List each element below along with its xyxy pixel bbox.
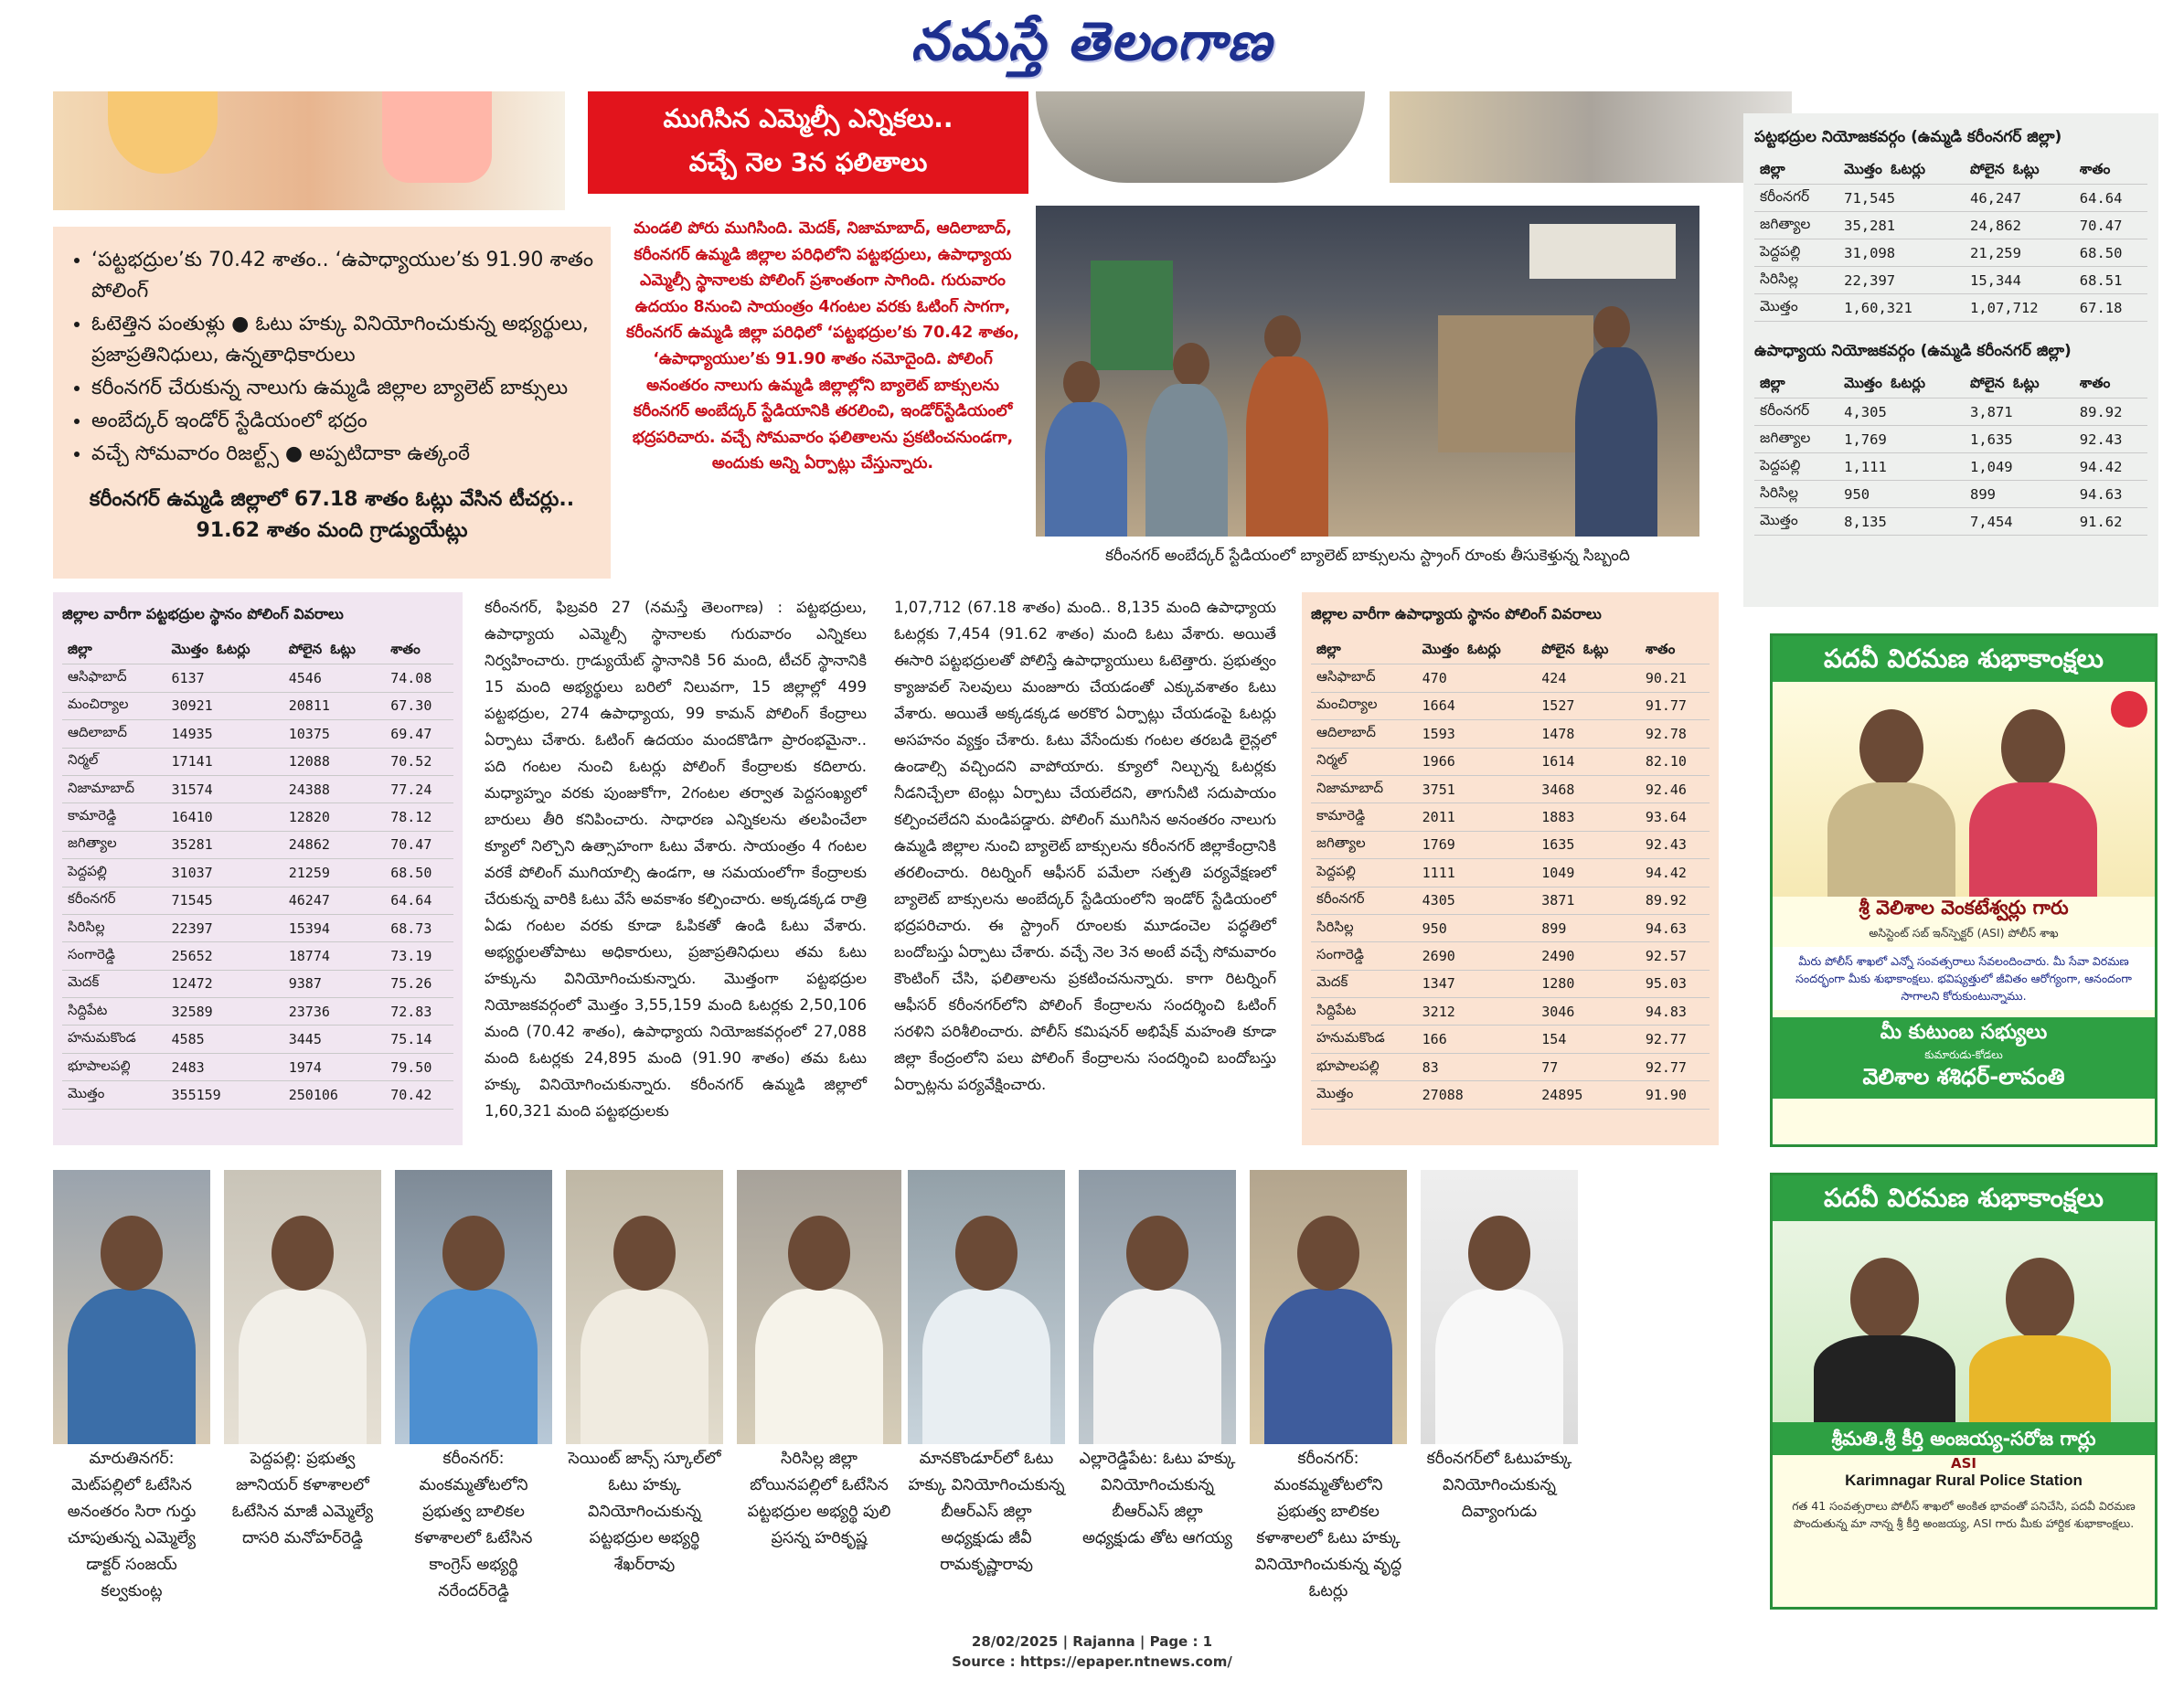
table-cell: 30921 bbox=[166, 692, 283, 719]
table-cell: 68.51 bbox=[2074, 267, 2147, 294]
table-cell: 25652 bbox=[166, 942, 283, 970]
table-cell: 70.52 bbox=[385, 748, 453, 775]
strip-photo bbox=[908, 1170, 1065, 1444]
table-header-cell: జిల్లా bbox=[1754, 371, 1838, 399]
table-row bbox=[1311, 998, 1710, 1026]
strip-photo bbox=[566, 1170, 723, 1444]
table-cell: 4585 bbox=[166, 1026, 283, 1053]
strip-caption: కరీంనగర్‌లో ఓటుహక్కు వినియోగించుకున్న దివ్యాంగుడు bbox=[1426, 1450, 1572, 1521]
table-row bbox=[1311, 803, 1710, 831]
table-cell: సిరిసిల్ల bbox=[1754, 481, 1838, 508]
table-cell: 18774 bbox=[283, 942, 385, 970]
table-row bbox=[62, 1081, 453, 1109]
table-cell: 166 bbox=[1417, 1026, 1537, 1053]
table-cell: 31574 bbox=[166, 775, 283, 802]
table-cell: 24,862 bbox=[1965, 212, 2074, 239]
table-cell: 31037 bbox=[166, 859, 283, 887]
table-cell: 3871 bbox=[1536, 887, 1640, 914]
table-cell: 4546 bbox=[283, 664, 385, 692]
table-cell: 91.90 bbox=[1640, 1081, 1710, 1109]
table-cell: 46247 bbox=[283, 887, 385, 914]
strip-photo bbox=[737, 1170, 901, 1444]
table-cell: 1280 bbox=[1536, 970, 1640, 997]
table-cell: జగిత్యాల bbox=[1311, 831, 1417, 858]
table-cell: 12088 bbox=[283, 748, 385, 775]
table-cell: 1593 bbox=[1417, 720, 1537, 748]
table-cell: మొత్తం bbox=[1754, 294, 1838, 322]
table-cell: 899 bbox=[1536, 914, 1640, 941]
table-cell: 24388 bbox=[283, 775, 385, 802]
table-row bbox=[1311, 775, 1710, 802]
table-row bbox=[1754, 508, 2147, 536]
table-cell: 89.92 bbox=[2074, 399, 2147, 426]
table-cell: 92.78 bbox=[1640, 720, 1710, 748]
table-cell: 424 bbox=[1536, 664, 1640, 692]
table-cell: 92.43 bbox=[1640, 831, 1710, 858]
table-cell: 24862 bbox=[283, 831, 385, 858]
teachers-table-title: ఉపాధ్యాయ నియోజకవర్గం (ఉమ్మడి కరీంనగర్ జిల్లా) bbox=[1754, 342, 2072, 360]
table-row bbox=[62, 970, 453, 997]
table-cell: 1111 bbox=[1417, 859, 1537, 887]
table-cell: 31,098 bbox=[1838, 239, 1965, 267]
strip-photo bbox=[1079, 1170, 1236, 1444]
table-row bbox=[1311, 970, 1710, 997]
graduates-summary-table bbox=[1754, 157, 2147, 322]
ad2-station: Karimnagar Rural Police Station bbox=[1845, 1472, 2083, 1489]
table-cell: 77 bbox=[1536, 1053, 1640, 1080]
table-cell: 7,454 bbox=[1965, 508, 2074, 536]
table-row bbox=[1754, 239, 2147, 267]
table-header-cell: జిల్లా bbox=[62, 637, 166, 664]
table-cell: 67.18 bbox=[2074, 294, 2147, 322]
table-cell: 20811 bbox=[283, 692, 385, 719]
table-cell: పెద్దపల్లి bbox=[62, 859, 166, 887]
table-cell: 69.47 bbox=[385, 720, 453, 748]
table-row bbox=[62, 803, 453, 831]
table-header-cell: మొత్తం ఓటర్లు bbox=[1838, 157, 1965, 185]
table-header-cell: మొత్తం ఓటర్లు bbox=[1838, 371, 1965, 399]
table-row bbox=[62, 914, 453, 941]
article-column-1: కరీంనగర్, ఫిబ్రవరి 27 (నమస్తే తెలంగాణ) : పట్టభద్రులు, ఉపాధ్యాయ ఎమ్మెల్సీ స్థానాలకు గురువారం ఎన్నికలు నిర్వహించారు. గ్రాడ్యుయేట్ స్థానానికి 56 మంది, టీచర్ స్థానానికి 15 మంది అభ్యర్థులు బరిలో నిలువగా, 15 జిల్లాల్లో 499 పట్టభద్రుల, 274 ఉపాధ్యాయ, 99 కామన్ పోలింగ్ కేంద్రాలు ఏర్పాటు చేశారు. ఓటింగ్ ఉదయం మందకొడిగా ప్రారంభమైనా.. పది గంటల నుంచి ఓటర్లు పోలింగ్ కేంద్రాలకు కదిలారు. మధ్యాహ్నం వరకు పుంజుకోగా, 2గంటల తర్వాత పెద్దసంఖ్యలో బారులు తీరి కనిపించారు. సాధారణ ఎన్నికలను తలపించేలా క్యూలో నిల్చొని ఉత్సాహంగా ఓటు వేశారు. సాయంత్రం 4 గంటల వరకే పోలింగ్ ముగియాల్సి ఉండగా, ఆ సమయంలోగా కేంద్రాలకు చేరుకున్న వారికి ఓటు వేసే అవకాశం కల్పించారు. అక్కడక్కడ రాత్రి ఏడు గంటల వరకు కూడా ఓపికతో ఉండి ఓటు వేశారు. అభ్యర్థులతోపాటు అధికారులు, ప్రజాప్రతినిధులు తమ ఓటు హక్కును వినియోగించుకున్నారు. మొత్తంగా పట్టభద్రుల నియోజకవర్గంలో మొత్తం 3,55,159 మంది ఓటర్లకు 2,50,106 మంది (70.42 శాతం), ఉపాధ్యాయ నియోజకవర్గంలో 27,088 మంది ఓటర్లకు 24,895 మంది (91.90 శాతం) తమ ఓటు హక్కు వినియోగించుకున్నారు. కరీంనగర్ ఉమ్మడి జిల్లాలో 1,60,321 మంది పట్టభద్రులకు bbox=[485, 599, 867, 1120]
table-cell: 92.46 bbox=[1640, 775, 1710, 802]
table-cell: 67.30 bbox=[385, 692, 453, 719]
top-photo-left bbox=[53, 91, 565, 210]
table-cell: 68.50 bbox=[2074, 239, 2147, 267]
table-cell: 1635 bbox=[1536, 831, 1640, 858]
table-cell: 72.83 bbox=[385, 998, 453, 1026]
table-cell: 2490 bbox=[1536, 942, 1640, 970]
table-cell: 71,545 bbox=[1838, 185, 1965, 212]
table-cell: 94.83 bbox=[1640, 998, 1710, 1026]
table-cell: సంగారెడ్డి bbox=[62, 942, 166, 970]
strip-caption: ఎల్లారెడ్డిపేట: ఓటు హక్కు వినియోగించుకున్న బీఆర్‌ఎస్ జిల్లా అధ్యక్షుడు తోట ఆగయ్య bbox=[1079, 1450, 1236, 1547]
table-cell: భూపాలపల్లి bbox=[62, 1053, 166, 1080]
highlight-item: • వచ్చే సోమవారం రిజల్ట్స్ ● అప్పటిదాకా ఉత్కంఠే bbox=[91, 439, 594, 470]
table-cell: 355159 bbox=[166, 1081, 283, 1109]
retirement-ad-2 bbox=[1770, 1173, 2157, 1610]
table-cell: 1,111 bbox=[1838, 453, 1965, 481]
table-cell: 12820 bbox=[283, 803, 385, 831]
table-cell: 1664 bbox=[1417, 692, 1537, 719]
table-row bbox=[62, 1053, 453, 1080]
table-cell: 1974 bbox=[283, 1053, 385, 1080]
table-row bbox=[1754, 185, 2147, 212]
table-row bbox=[1754, 426, 2147, 453]
table-row bbox=[1311, 720, 1710, 748]
table-cell: 1,60,321 bbox=[1838, 294, 1965, 322]
table-cell: 1883 bbox=[1536, 803, 1640, 831]
table-cell: 2483 bbox=[166, 1053, 283, 1080]
table-cell: 2011 bbox=[1417, 803, 1537, 831]
table-header-cell: పోలైన ఓట్లు bbox=[1965, 371, 2074, 399]
strip-caption: కరీంనగర్: మంకమ్మతోటలోని ప్రభుత్వ బాలికల కళాశాలలో ఓటు హక్కు వినియోగించుకున్న వృద్ధ ఓటర్లు bbox=[1254, 1450, 1402, 1600]
table-row bbox=[62, 720, 453, 748]
table-cell: జగిత్యాల bbox=[62, 831, 166, 858]
ballot-boxes-photo bbox=[1036, 206, 1699, 537]
table-cell: 70.42 bbox=[385, 1081, 453, 1109]
table-cell: 64.64 bbox=[385, 887, 453, 914]
table-cell: నిజామాబాద్ bbox=[62, 775, 166, 802]
table-cell: 17141 bbox=[166, 748, 283, 775]
headline-line-1: ముగిసిన ఎమ్మెల్సీ ఎన్నికలు.. bbox=[663, 103, 954, 133]
table-cell: జగిత్యాల bbox=[1754, 426, 1838, 453]
table-cell: 21,259 bbox=[1965, 239, 2074, 267]
top-photo-center bbox=[1036, 91, 1365, 183]
table-cell: 46,247 bbox=[1965, 185, 2074, 212]
table-row bbox=[1754, 294, 2147, 322]
highlight-item: • ఓటెత్తిన పంతుళ్లు ● ఓటు హక్కు వినియోగించుకున్న అభ్యర్థులు, ప్రజాప్రతినిధులు, ఉన్నతాధికారులు bbox=[91, 309, 594, 371]
table-cell: 15,344 bbox=[1965, 267, 2074, 294]
table-cell: కరీంనగర్ bbox=[1754, 185, 1838, 212]
table-cell: 6137 bbox=[166, 664, 283, 692]
table-cell: 1,07,712 bbox=[1965, 294, 2074, 322]
table-cell: 12472 bbox=[166, 970, 283, 997]
table-cell: ఆసిఫాబాద్ bbox=[1311, 664, 1417, 692]
table-cell: నిర్మల్ bbox=[62, 748, 166, 775]
table-header-cell: శాతం bbox=[2074, 371, 2147, 399]
table-cell: 94.42 bbox=[2074, 453, 2147, 481]
ad1-family-names: వెలిశాల శశిధర్-లావంతి bbox=[1862, 1064, 2065, 1089]
highlights-list bbox=[69, 245, 594, 470]
table-cell: కరీంనగర్ bbox=[62, 887, 166, 914]
table-cell: హనుమకొండ bbox=[1311, 1026, 1417, 1053]
table-row bbox=[62, 998, 453, 1026]
table-cell: 94.42 bbox=[1640, 859, 1710, 887]
table-row bbox=[1311, 748, 1710, 775]
table-cell: 950 bbox=[1838, 481, 1965, 508]
table-header-cell: మొత్తం ఓటర్లు bbox=[1417, 637, 1537, 664]
graduates-district-table-box bbox=[53, 592, 463, 1145]
table-cell: 470 bbox=[1417, 664, 1537, 692]
table-header-row bbox=[62, 637, 453, 664]
table-cell: 899 bbox=[1965, 481, 2074, 508]
table-cell: 79.50 bbox=[385, 1053, 453, 1080]
highlight-item: • అంబేద్కర్ ఇండోర్ స్టేడియంలో భద్రం bbox=[91, 406, 594, 437]
table-cell: 64.64 bbox=[2074, 185, 2147, 212]
table-cell: 3468 bbox=[1536, 775, 1640, 802]
table-row bbox=[1754, 453, 2147, 481]
ad1-header: పదవీ విరమణ శుభాకాంక్షలు bbox=[1773, 636, 2155, 682]
table-cell: 1966 bbox=[1417, 748, 1537, 775]
teachers-district-table-box bbox=[1302, 592, 1719, 1145]
table-cell: 4305 bbox=[1417, 887, 1537, 914]
table-cell: 73.19 bbox=[385, 942, 453, 970]
table-cell: 78.12 bbox=[385, 803, 453, 831]
strip-photo bbox=[224, 1170, 381, 1444]
table-cell: 92.57 bbox=[1640, 942, 1710, 970]
ad2-header: పదవీ విరమణ శుభాకాంక్షలు bbox=[1773, 1175, 2155, 1221]
table-row bbox=[1311, 1081, 1710, 1109]
table-cell: 94.63 bbox=[1640, 914, 1710, 941]
table-header-cell: శాతం bbox=[1640, 637, 1710, 664]
highlight-summary: కరీంనగర్ ఉమ్మడి జిల్లాలో 67.18 శాతం ఓట్లు వేసిన టీచర్లు.. 91.62 శాతం మంది గ్రాడ్యుయేట్లు bbox=[89, 488, 575, 542]
table-row bbox=[62, 859, 453, 887]
table-cell: 3212 bbox=[1417, 998, 1537, 1026]
table-header-cell: పోలైన ఓట్లు bbox=[1965, 157, 2074, 185]
ad2-designation: ASI bbox=[1951, 1455, 1976, 1472]
footer-date-line: 28/02/2025 | Rajanna | Page : 1 bbox=[971, 1633, 1213, 1650]
table-cell: సంగారెడ్డి bbox=[1311, 942, 1417, 970]
table-cell: 1347 bbox=[1417, 970, 1537, 997]
intro-paragraph: మండలి పోరు ముగిసింది. మెదక్, నిజామాబాద్, ఆదిలాబాద్, కరీంనగర్ ఉమ్మడి జిల్లాల పరిధిలోని పట్టభద్రులు, ఉపాధ్యాయ ఎమ్మెల్సీ స్థానాలకు పోలింగ్ ప్రశాంతంగా సాగింది. గురువారం ఉదయం 8నుంచి సాయంత్రం 4గంటల వరకు ఓటింగ్ సాగగా, కరీంనగర్ ఉమ్మడి జిల్లా పరిధిలో ‘పట్టభద్రుల’కు 70.42 శాతం, ‘ఉపాధ్యాయుల’కు 91.90 శాతం నమోదైంది. పోలింగ్ అనంతరం నాలుగు ఉమ్మడి జిల్లాల్లోని బ్యాలెట్ బాక్సులను కరీంనగర్ అంబేద్కర్ స్టేడియానికి తరలించి, ఇండోర్‌స్టేడియంలో భద్రపరిచారు. వచ్చే సోమవారం ఫలితాలను ప్రకటించనుండగా, అందుకు అన్ని ఏర్పాట్లు చేస్తున్నారు. bbox=[626, 219, 1019, 473]
strip-caption: సెయింట్ జాన్స్ స్కూల్‌లో ఓటు హక్కు వినియోగించుకున్న పట్టభద్రుల అభ్యర్థి శేఖర్‌రావు bbox=[568, 1450, 721, 1574]
newspaper-title: నమస్తే తెలంగాణ bbox=[911, 10, 1273, 72]
table-row bbox=[1311, 664, 1710, 692]
table-cell: హనుమకొండ bbox=[62, 1026, 166, 1053]
table-header-cell: జిల్లా bbox=[1754, 157, 1838, 185]
table-cell: 3751 bbox=[1417, 775, 1537, 802]
table-header-cell: మొత్తం ఓటర్లు bbox=[166, 637, 283, 664]
table-cell: 22,397 bbox=[1838, 267, 1965, 294]
ad1-designation: అసిస్టెంట్ సబ్ ఇన్‌స్పెక్టర్ (ASI) పోలీస్ శాఖ bbox=[1869, 926, 2059, 940]
ad1-family-sub: కుమారుడు-కోడలు bbox=[1924, 1048, 2003, 1061]
strip-photo bbox=[53, 1170, 210, 1444]
table-cell: 89.92 bbox=[1640, 887, 1710, 914]
strip-caption: సిరిసిల్ల జిల్లా బోయినపల్లిలో ఓటేసిన పట్టభద్రుల అభ్యర్థి పులి ప్రసన్న హరికృష్ణ bbox=[747, 1450, 891, 1547]
table-header-cell: శాతం bbox=[385, 637, 453, 664]
table-cell: 91.77 bbox=[1640, 692, 1710, 719]
teachers-district-table bbox=[1311, 637, 1710, 1110]
table-cell: కరీంనగర్ bbox=[1754, 399, 1838, 426]
table-cell: 23736 bbox=[283, 998, 385, 1026]
table-cell: 68.73 bbox=[385, 914, 453, 941]
headline-line-2: వచ్చే నెల 3న ఫలితాలు bbox=[688, 147, 928, 177]
table-cell: 95.03 bbox=[1640, 970, 1710, 997]
table-header-row bbox=[1754, 157, 2147, 185]
table-header-row bbox=[1754, 371, 2147, 399]
table-cell: మంచిర్యాల bbox=[1311, 692, 1417, 719]
table-cell: 94.63 bbox=[2074, 481, 2147, 508]
table-cell: భూపాలపల్లి bbox=[1311, 1053, 1417, 1080]
table-cell: మెదక్ bbox=[1311, 970, 1417, 997]
table-cell: 1614 bbox=[1536, 748, 1640, 775]
table-cell: 1769 bbox=[1417, 831, 1537, 858]
table-row bbox=[1311, 942, 1710, 970]
table-cell: 77.24 bbox=[385, 775, 453, 802]
table-cell: ఆసిఫాబాద్ bbox=[62, 664, 166, 692]
main-headline bbox=[588, 91, 1028, 194]
table-cell: 83 bbox=[1417, 1053, 1537, 1080]
table-cell: మంచిర్యాల bbox=[62, 692, 166, 719]
table-header-row bbox=[1311, 637, 1710, 664]
table-row bbox=[62, 887, 453, 914]
table-cell: 92.43 bbox=[2074, 426, 2147, 453]
table-cell: మొత్తం bbox=[62, 1081, 166, 1109]
table-header-cell: పోలైన ఓట్లు bbox=[283, 637, 385, 664]
table-cell: 92.77 bbox=[1640, 1053, 1710, 1080]
table-cell: 75.26 bbox=[385, 970, 453, 997]
retirement-ad-1 bbox=[1770, 633, 2157, 1147]
table-header-cell: జిల్లా bbox=[1311, 637, 1417, 664]
table-cell: 90.21 bbox=[1640, 664, 1710, 692]
ad2-name: శ్రీమతి.శ్రీ కీర్తి అంజయ్య-సరోజ గార్లు bbox=[1773, 1422, 2155, 1455]
strip-caption: మానకొండూర్‌లో ఓటు హక్కు వినియోగించుకున్న బీఆర్‌ఎస్ జిల్లా అధ్యక్షుడు జీవీ రామకృష్ణారావు bbox=[908, 1450, 1065, 1574]
table-cell: 70.47 bbox=[385, 831, 453, 858]
table-cell: 9387 bbox=[283, 970, 385, 997]
table-row bbox=[1311, 887, 1710, 914]
table-row bbox=[62, 748, 453, 775]
table-cell: సిరిసిల్ల bbox=[1754, 267, 1838, 294]
table-cell: 1,635 bbox=[1965, 426, 2074, 453]
table-cell: 1478 bbox=[1536, 720, 1640, 748]
highlights-box bbox=[53, 227, 611, 579]
table-cell: 16410 bbox=[166, 803, 283, 831]
table-cell: 32589 bbox=[166, 998, 283, 1026]
table-cell: 15394 bbox=[283, 914, 385, 941]
table-row bbox=[1311, 1053, 1710, 1080]
page-footer bbox=[0, 1632, 2184, 1672]
table-cell: 4,305 bbox=[1838, 399, 1965, 426]
ballot-boxes-caption: కరీంనగర్ అంబేద్కర్ స్టేడియంలో బ్యాలెట్ బాక్సులను స్ట్రాంగ్ రూంకు తీసుకెళ్తున్న సిబ్బంది bbox=[1105, 547, 1630, 565]
table-cell: 3046 bbox=[1536, 998, 1640, 1026]
table-cell: 92.77 bbox=[1640, 1026, 1710, 1053]
table-cell: 3445 bbox=[283, 1026, 385, 1053]
karimnagar-summary-tables bbox=[1743, 113, 2158, 607]
table-cell: జగిత్యాల bbox=[1754, 212, 1838, 239]
table-cell: 14935 bbox=[166, 720, 283, 748]
table-cell: 93.64 bbox=[1640, 803, 1710, 831]
table-cell: నిజామాబాద్ bbox=[1311, 775, 1417, 802]
strip-photo bbox=[1250, 1170, 1407, 1444]
table-cell: 35281 bbox=[166, 831, 283, 858]
ad1-name: శ్రీ వెలిశాల వెంకటేశ్వర్లు గారు bbox=[1859, 897, 2069, 919]
table-cell: ఆదిలాబాద్ bbox=[1311, 720, 1417, 748]
strip-photo bbox=[1421, 1170, 1578, 1444]
table-row bbox=[1311, 831, 1710, 858]
table-header-cell: పోలైన ఓట్లు bbox=[1536, 637, 1640, 664]
table-cell: మెదక్ bbox=[62, 970, 166, 997]
table-cell: 35,281 bbox=[1838, 212, 1965, 239]
table-cell: 1527 bbox=[1536, 692, 1640, 719]
table-cell: 154 bbox=[1536, 1026, 1640, 1053]
table-cell: 22397 bbox=[166, 914, 283, 941]
strip-caption: పెద్దపల్లి: ప్రభుత్వ జూనియర్ కళాశాలలో ఓటేసిన మాజీ ఎమ్మెల్యే దాసరి మనోహర్‌రెడ్డి bbox=[231, 1450, 374, 1547]
table-cell: 21259 bbox=[283, 859, 385, 887]
table-row bbox=[1311, 1026, 1710, 1053]
table-cell: 27088 bbox=[1417, 1081, 1537, 1109]
table-cell: 91.62 bbox=[2074, 508, 2147, 536]
ad2-body: గత 41 సంవత్సరాలు పోలీస్ శాఖలో అంకిత భావంతో పనిచేసి, పదవీ విరమణ పొందుతున్న మా నాన్న శ్రీ కీర్తి అంజయ్య, ASI గారు మీకు హార్దిక శుభాకాంక్షలు. bbox=[1792, 1499, 2136, 1530]
table-cell: 71545 bbox=[166, 887, 283, 914]
table-cell: 70.47 bbox=[2074, 212, 2147, 239]
table-cell: 2690 bbox=[1417, 942, 1537, 970]
table-cell: సిద్దిపేట bbox=[1311, 998, 1417, 1026]
table-row bbox=[62, 692, 453, 719]
strip-photo bbox=[395, 1170, 552, 1444]
table-cell: 8,135 bbox=[1838, 508, 1965, 536]
table-row bbox=[62, 942, 453, 970]
table-row bbox=[62, 775, 453, 802]
ad1-body: మీరు పోలీస్ శాఖలో ఎన్నో సంవత్సరాలు సేవలందించారు. మీ సేవా విరమణ సందర్భంగా మీకు శుభాకాంక్షలు. భవిష్యత్తులో జీవితం ఆరోగ్యంగా, ఆనందంగా సాగాలని కోరుకుంటున్నాము. bbox=[1773, 947, 2155, 1010]
graduates-table-title: పట్టభద్రుల నియోజకవర్గం (ఉమ్మడి కరీంనగర్ జిల్లా) bbox=[1754, 128, 2062, 146]
table-cell: కామారెడ్డి bbox=[1311, 803, 1417, 831]
table-row bbox=[62, 831, 453, 858]
table-cell: సిద్దిపేట bbox=[62, 998, 166, 1026]
table-cell: 10375 bbox=[283, 720, 385, 748]
top-photo-right bbox=[1390, 91, 1792, 183]
table-cell: 24895 bbox=[1536, 1081, 1640, 1109]
table-cell: పెద్దపల్లి bbox=[1754, 239, 1838, 267]
table-cell: పెద్దపల్లి bbox=[1311, 859, 1417, 887]
table-row bbox=[1311, 914, 1710, 941]
table-row bbox=[1311, 859, 1710, 887]
graduates-district-title: జిల్లాల వారీగా పట్టభద్రుల స్థానం పోలింగ్ వివరాలు bbox=[62, 605, 344, 622]
table-cell: 75.14 bbox=[385, 1026, 453, 1053]
table-cell: సిరిసిల్ల bbox=[62, 914, 166, 941]
highlight-item: • ‘పట్టభద్రుల’కు 70.42 శాతం.. ‘ఉపాధ్యాయుల’కు 91.90 శాతం పోలింగ్ bbox=[91, 245, 594, 307]
ad1-family-label: మీ కుటుంబ సభ్యులు bbox=[1880, 1021, 2048, 1044]
table-cell: 3,871 bbox=[1965, 399, 2074, 426]
table-cell: 250106 bbox=[283, 1081, 385, 1109]
table-cell: సిరిసిల్ల bbox=[1311, 914, 1417, 941]
footer-source-line: Source : https://epaper.ntnews.com/ bbox=[952, 1653, 1232, 1670]
article-column-2: 1,07,712 (67.18 శాతం) మంది.. 8,135 మంది ఉపాధ్యాయ ఓటర్లకు 7,454 (91.62 శాతం) మంది ఓటు వేశారు. అయితే ఈసారి పట్టభద్రులతో పోలిస్తే ఉపాధ్యాయులు ఓటెత్తారు. ప్రభుత్వం క్యాజువల్ సెలవులు మంజూరు చేయడంతో ఎక్కువశాతం ఓటు వేశారు. అయితే అక్కడక్కడ అరకొర ఏర్పాట్లు చేయడంపై ఓటర్లు అసహనం వ్యక్తం చేశారు. ఓటు వేసేందుకు గంటల తరబడి లైన్లలో ఉండాల్సి వచ్చిందని వాపోయారు. క్యూలో నిల్చున్న ఓటర్లకు నీడనిచ్చేలా టెంట్లు ఏర్పాటు చేయలేదని, తాగునీటి సదుపాయం కల్పించలేదని మండిపడ్డారు. పోలింగ్ ముగిసిన అనంతరం నాలుగు ఉమ్మడి జిల్లాల నుంచి బ్యాలెట్ బాక్సులను కరీంనగర్ జిల్లాకేంద్రానికి తరలించారు. రిటర్నింగ్ ఆఫీసర్ పమేలా సత్పతి పర్యవేక్షణలో బ్యాలెట్ బాక్సులను అంబేద్కర్ స్టేడియంలోని ఇండోర్ స్టేడియంలో భద్రపరిచారు. ఈ స్ట్రాంగ్ రూంలకు మూడంచెల పద్ధతిలో బందోబస్తు ఏర్పాటు చేశారు. వచ్చే నెల 3న అంటే వచ్చే సోమవారం కౌంటింగ్ చేసి, ఫలితాలను ప్రకటించనున్నారు. కాగా రిటర్నింగ్ ఆఫీసర్ కరీంనగర్‌లోని పోలింగ్ కేంద్రాలను సందర్శించి ఓటింగ్ సరళిని పరిశీలించారు. పోలీస్ కమిషనర్ అభిషేక్ మహంతి కూడా జిల్లా కేంద్రంలోని పలు పోలింగ్ కేంద్రాలను సందర్శించి బందోబస్తు ఏర్పాట్లను పర్యవేక్షించారు. bbox=[894, 599, 1276, 1093]
table-cell: కామారెడ్డి bbox=[62, 803, 166, 831]
strip-caption: కరీంనగర్: మంకమ్మతోటలోని ప్రభుత్వ బాలికల కళాశాలలో ఓటేసిన కాంగ్రెస్ అభ్యర్థి నరేందర్‌రెడ్డి bbox=[414, 1450, 533, 1600]
table-header-cell: శాతం bbox=[2074, 157, 2147, 185]
table-cell: 68.50 bbox=[385, 859, 453, 887]
table-cell: నిర్మల్ bbox=[1311, 748, 1417, 775]
table-cell: 1,049 bbox=[1965, 453, 2074, 481]
table-row bbox=[1754, 399, 2147, 426]
table-cell: ఆదిలాబాద్ bbox=[62, 720, 166, 748]
table-cell: 82.10 bbox=[1640, 748, 1710, 775]
highlight-item: • కరీంనగర్ చేరుకున్న నాలుగు ఉమ్మడి జిల్లాల బ్యాలెట్ బాక్సులు bbox=[91, 373, 594, 404]
table-cell: 1049 bbox=[1536, 859, 1640, 887]
table-cell: 74.08 bbox=[385, 664, 453, 692]
table-row bbox=[62, 1026, 453, 1053]
table-cell: 1,769 bbox=[1838, 426, 1965, 453]
table-row bbox=[62, 664, 453, 692]
teachers-district-title: జిల్లాల వారీగా ఉపాధ్యాయ స్థానం పోలింగ్ వివరాలు bbox=[1311, 605, 1602, 622]
table-row bbox=[1754, 212, 2147, 239]
table-row bbox=[1754, 267, 2147, 294]
table-cell: 950 bbox=[1417, 914, 1537, 941]
table-cell: పెద్దపల్లి bbox=[1754, 453, 1838, 481]
table-row bbox=[1754, 481, 2147, 508]
table-cell: మొత్తం bbox=[1754, 508, 1838, 536]
table-row bbox=[1311, 692, 1710, 719]
masthead bbox=[0, 0, 2184, 91]
strip-caption: మారుతినగర్: మెట్‌పల్లిలో ఓటేసిన అనంతరం సిరా గుర్తు చూపుతున్న ఎమ్మెల్యే డాక్టర్ సంజయ్ కల్వకుంట్ల bbox=[67, 1450, 197, 1600]
graduates-district-table bbox=[62, 637, 453, 1110]
table-cell: కరీంనగర్ bbox=[1311, 887, 1417, 914]
teachers-summary-table bbox=[1754, 371, 2147, 536]
table-cell: మొత్తం bbox=[1311, 1081, 1417, 1109]
